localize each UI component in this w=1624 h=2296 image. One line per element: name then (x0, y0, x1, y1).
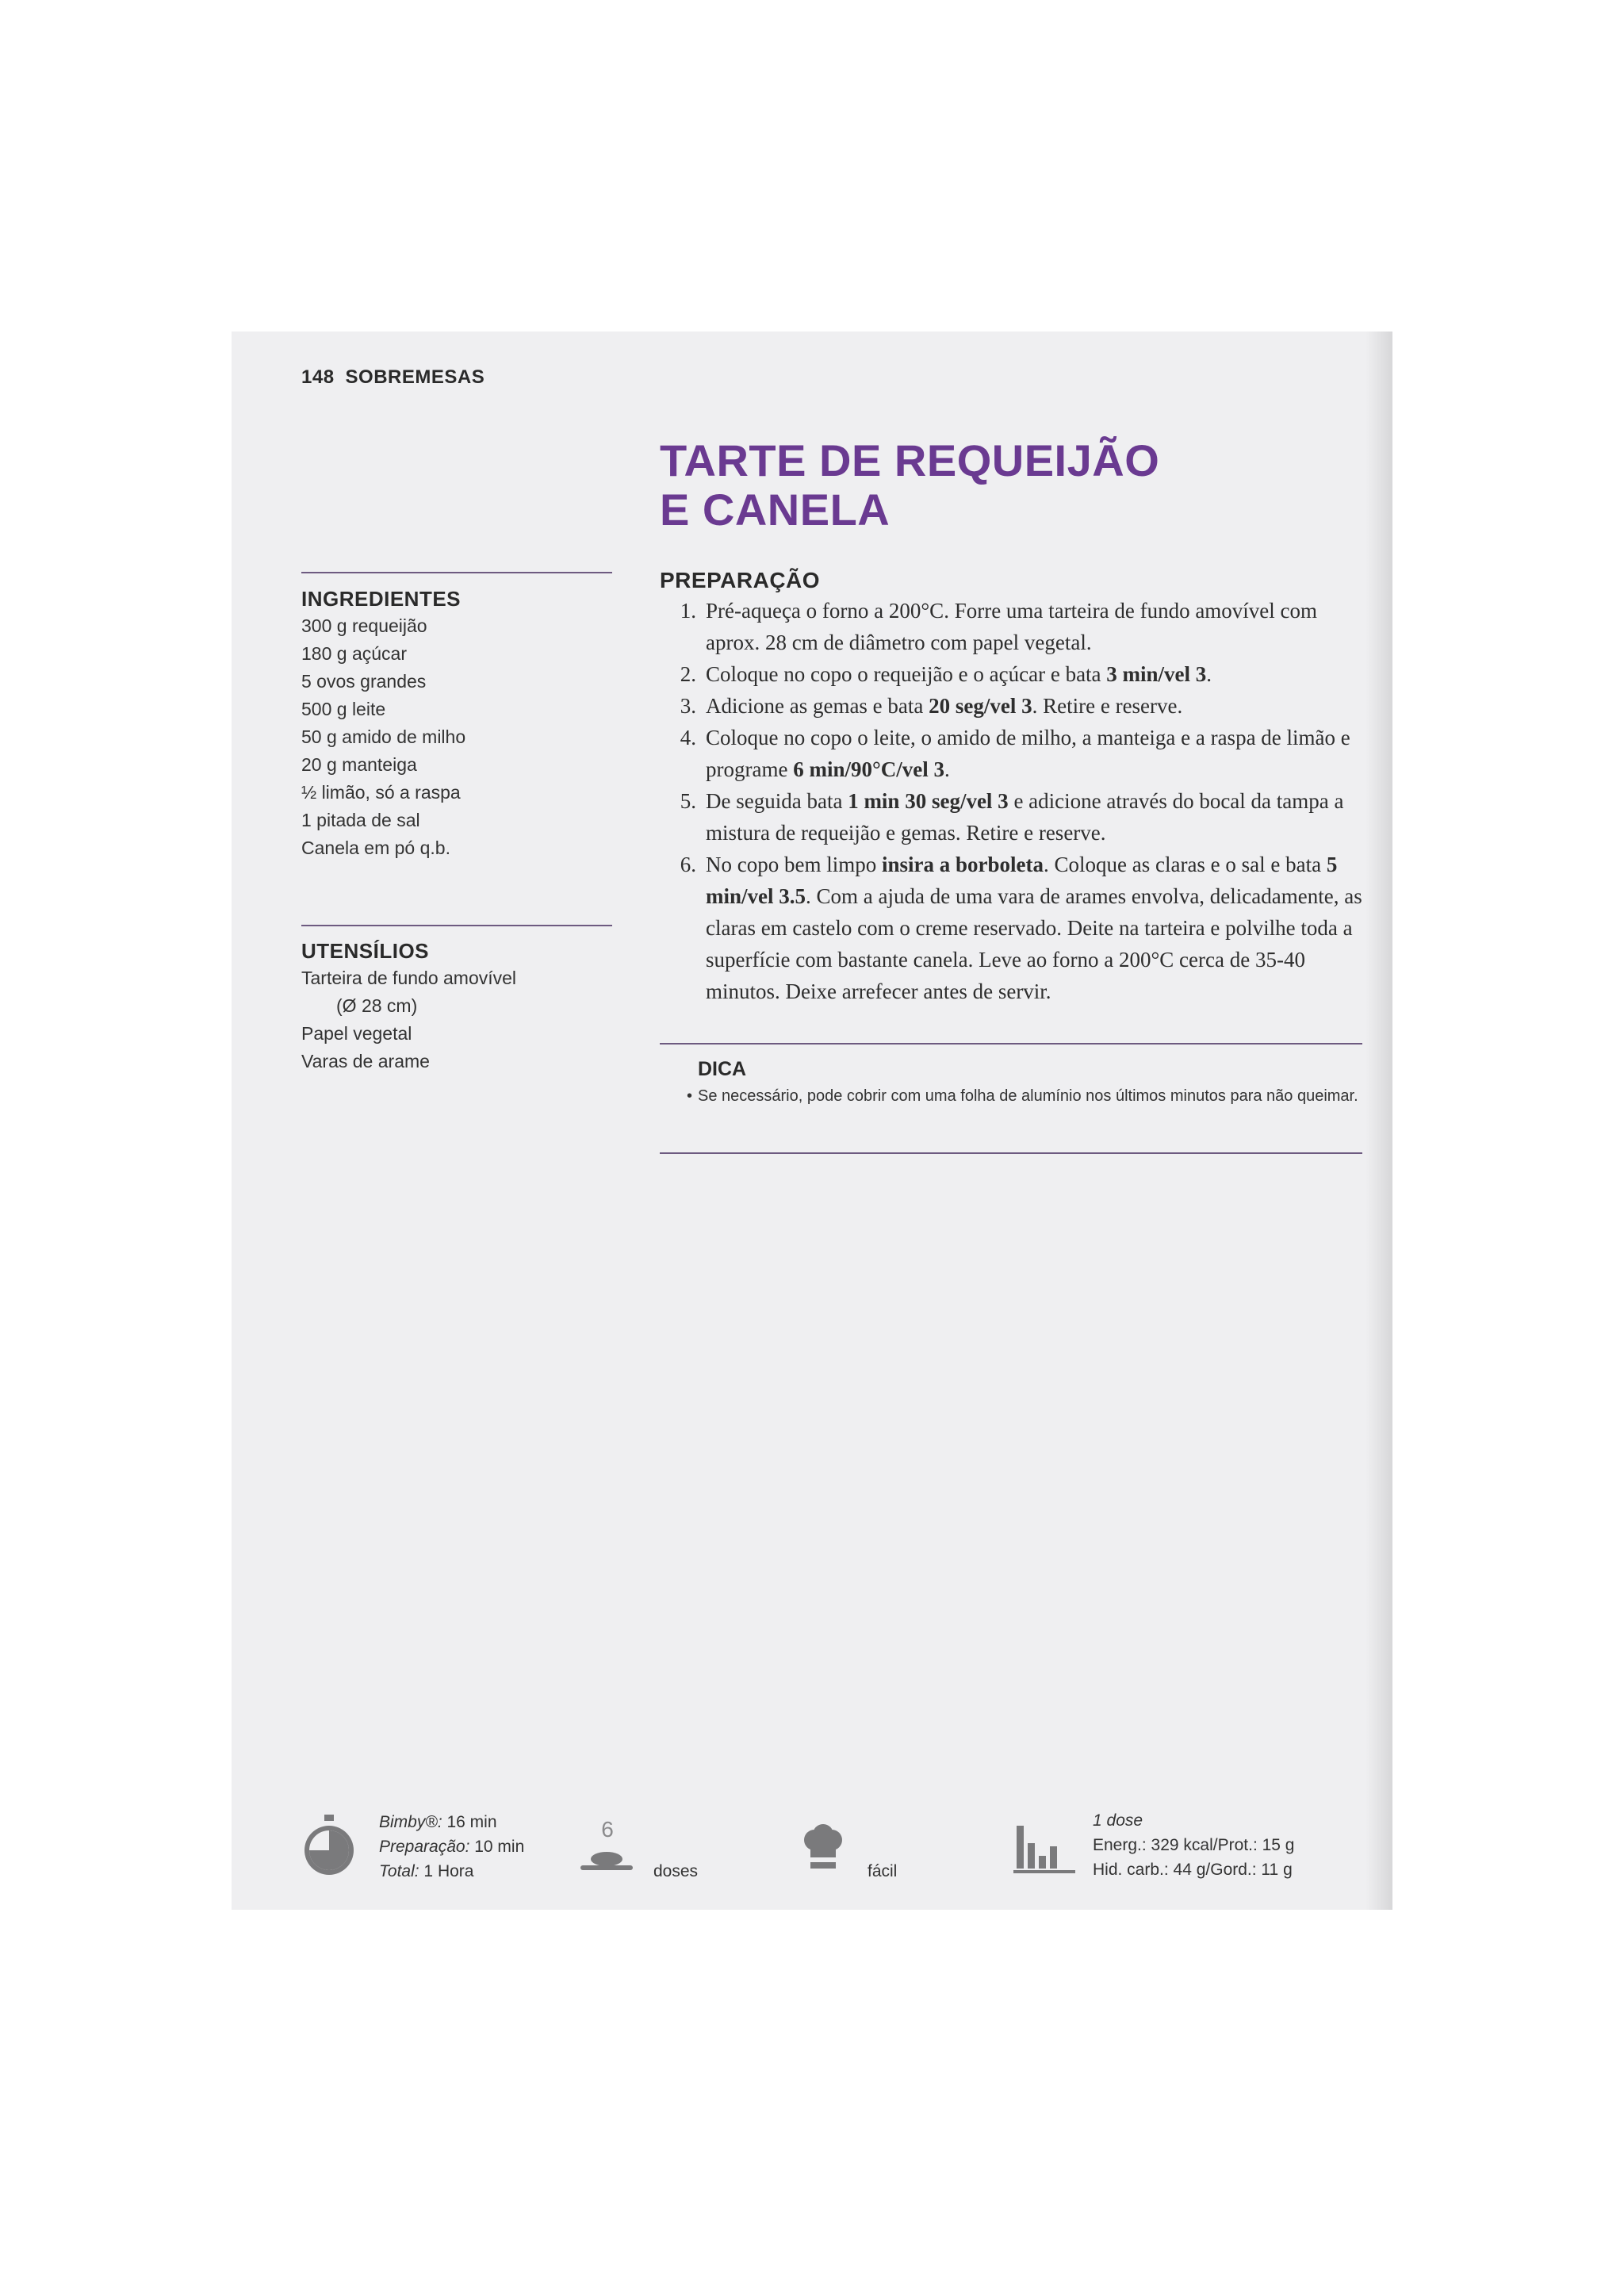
list-item: ½ limão, só a raspa (301, 782, 461, 803)
step-instruction-bold: 6 min/90°C/vel 3 (793, 757, 944, 781)
bullet-icon: • (687, 1087, 693, 1105)
nutrition-per: 1 dose (1093, 1811, 1143, 1830)
time-value: 16 min (442, 1813, 497, 1831)
section-name: SOBREMESAS (345, 366, 485, 388)
step-text: . Coloque as claras e o sal e bata (1044, 853, 1327, 876)
step-number: 6. (680, 853, 696, 876)
list-item: 50 g amido de milho (301, 726, 466, 747)
running-head (301, 366, 485, 389)
step-text: Coloque no copo o leite, o amido de milho, a manteiga e a raspa de limão e programe (706, 726, 1350, 781)
clock-icon (301, 1815, 357, 1878)
step-text: De seguida bata (706, 789, 848, 813)
utensils-rule (301, 925, 612, 926)
difficulty-label: fácil (868, 1862, 898, 1880)
preparation-step (666, 690, 1364, 722)
nutrition-line: Hid. carb.: 44 g/Gord.: 11 g (1093, 1861, 1293, 1879)
tip-bottom-rule (660, 1152, 1362, 1154)
time-row (379, 1810, 524, 1834)
time-row (379, 1834, 524, 1859)
step-instruction-bold: 1 min 30 seg/vel 3 (848, 789, 1009, 813)
recipe-footer (232, 1807, 1392, 1894)
tip-body: Se necessário, pode cobrir com uma folha de alumínio nos últimos minutos para não queimar. (698, 1087, 1358, 1105)
page-number: 148 (301, 366, 335, 388)
step-number: 4. (680, 726, 696, 749)
step-text: Coloque no copo o requeijão e o açúcar e bata (706, 662, 1107, 686)
step-text: . (1206, 662, 1212, 686)
step-text: e adicione através do bocal da tampa a mistura de requeijão e gemas. Retire e reserve. (706, 789, 1344, 845)
doses-label: doses (653, 1862, 699, 1880)
list-item: (Ø 28 cm) (336, 995, 418, 1016)
list-item: 20 g manteiga (301, 754, 417, 775)
doses-count: 6 (601, 1817, 614, 1842)
ingredients-list (301, 612, 465, 862)
step-text: . Com a ajuda de uma vara de arames envolva, delicadamente, as claras em castelo com o creme reservado. Deite na tarteira e polvilhe toda a superfície com bastante canela. Leve ao forno a 200°C cerca de 35-40 minutos. Deixe arrefecer antes de servir. (706, 884, 1362, 1003)
list-item: 5 ovos grandes (301, 671, 427, 692)
bar-chart-icon (1013, 1823, 1077, 1876)
preparation-step (666, 595, 1364, 658)
list-item: Canela em pó q.b. (301, 838, 450, 858)
tip-top-rule (660, 1043, 1362, 1045)
step-number: 3. (680, 694, 696, 718)
step-text: Adicione as gemas e bata (706, 694, 929, 718)
time-value: 10 min (469, 1838, 525, 1856)
utensils-heading: UTENSÍLIOS (301, 939, 430, 963)
tip-heading: DICA (698, 1058, 747, 1080)
list-item: 500 g leite (301, 699, 386, 719)
page-edge-shadow (1365, 332, 1392, 1910)
preparation-steps (666, 595, 1364, 1007)
step-instruction-bold: 3 min/vel 3 (1106, 662, 1207, 686)
preparation-step (666, 722, 1364, 785)
ingredients-heading: INGREDIENTES (301, 587, 462, 611)
step-text: . Retire e reserve. (1032, 694, 1183, 718)
recipe-title (660, 436, 1159, 535)
preparation-step (666, 785, 1364, 849)
time-value: 1 Hora (419, 1862, 474, 1880)
step-text: . (944, 757, 950, 781)
time-label: Preparação: (379, 1838, 470, 1856)
title-line: E CANELA (660, 485, 891, 535)
step-text: No copo bem limpo (706, 853, 882, 876)
preparation-heading: PREPARAÇÃO (660, 568, 821, 592)
plate-icon (579, 1813, 634, 1876)
title-line: TARTE DE REQUEIJÃO (660, 435, 1160, 485)
time-row (379, 1859, 524, 1884)
utensils-list (301, 964, 516, 1075)
tip-text (687, 1083, 1372, 1109)
list-item: 180 g açúcar (301, 643, 407, 664)
chef-hat-icon (801, 1824, 845, 1876)
preparation-step (666, 849, 1364, 1007)
time-label: Total: (379, 1862, 419, 1880)
time-info (379, 1810, 524, 1884)
ingredients-rule (301, 572, 612, 573)
list-item: 1 pitada de sal (301, 810, 420, 830)
nutrition-line: Energ.: 329 kcal/Prot.: 15 g (1093, 1836, 1295, 1854)
step-instruction-bold: 5 min/vel 3.5 (706, 853, 1338, 908)
step-number: 1. (680, 599, 696, 623)
time-label: Bimby®: (379, 1813, 442, 1831)
list-item: Papel vegetal (301, 1023, 412, 1044)
recipe-page (232, 332, 1392, 1910)
step-instruction-bold: 20 seg/vel 3 (929, 694, 1032, 718)
list-item: 300 g requeijão (301, 615, 427, 636)
preparation-step (666, 658, 1364, 690)
step-instruction-bold: insira a borboleta (881, 853, 1044, 876)
step-number: 2. (680, 662, 696, 686)
nutrition-info (1093, 1808, 1294, 1882)
list-item: Tarteira de fundo amovível (301, 968, 517, 988)
step-text: Pré-aqueça o forno a 200°C. Forre uma tarteira de fundo amovível com aprox. 28 cm de diâmetro com papel vegetal. (706, 599, 1318, 654)
list-item: Varas de arame (301, 1051, 430, 1071)
step-number: 5. (680, 789, 696, 813)
